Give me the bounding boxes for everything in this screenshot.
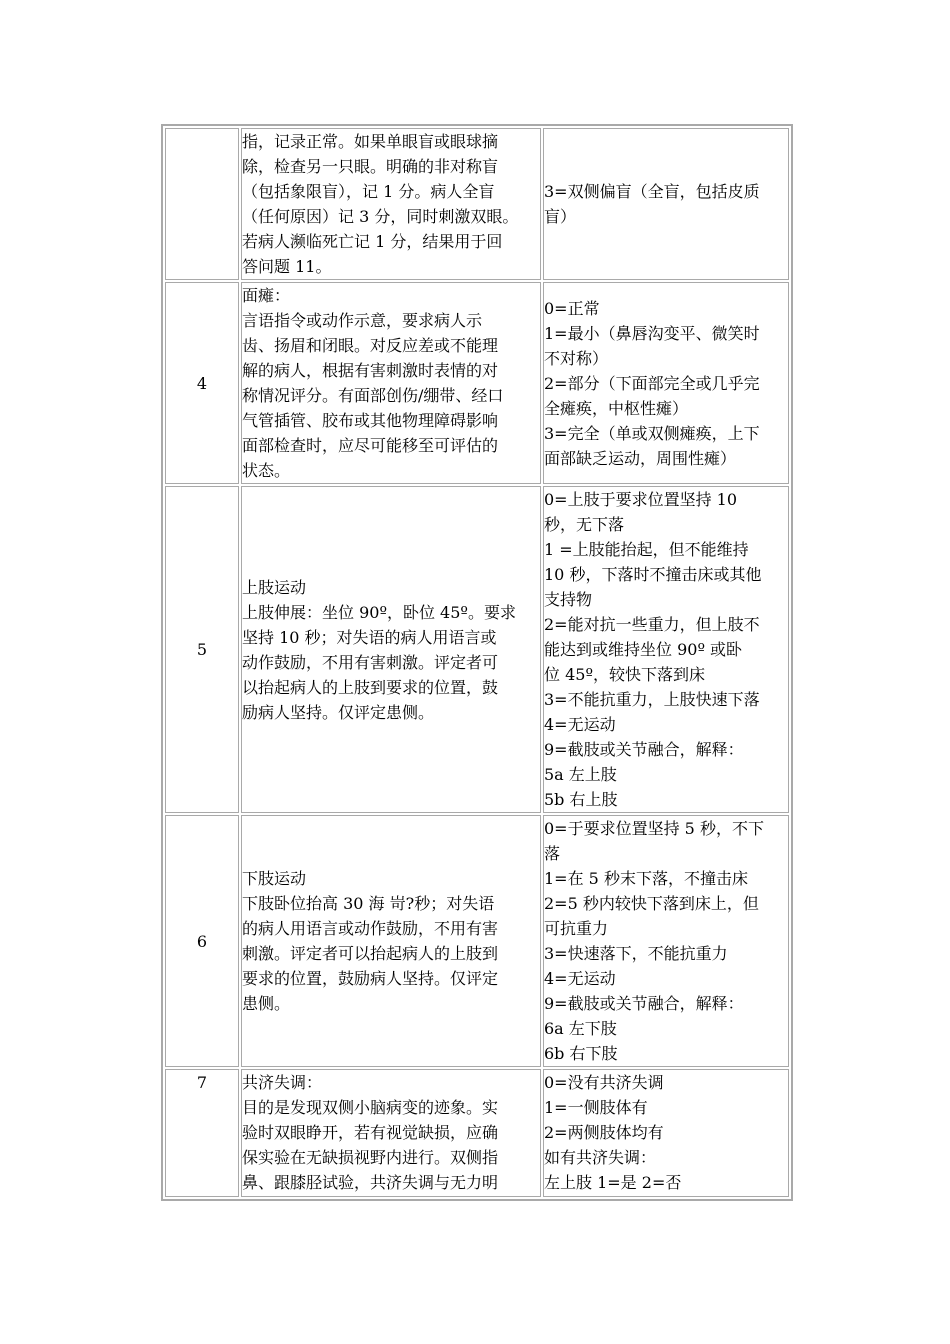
score-cell: [543, 1069, 789, 1197]
table-row: [165, 815, 789, 1067]
description-line: 气管插管、胶布或其他物理障碍影响: [242, 411, 499, 430]
score-line: 5b 右上肢: [544, 790, 618, 809]
table-row: [165, 486, 789, 813]
description-cell: [241, 486, 541, 813]
description-line: 保实验在无缺损视野内进行。双侧指: [242, 1148, 499, 1167]
score-line: 3=快速落下，不能抗重力: [544, 944, 728, 963]
description-line: 解的病人，根据有害刺激时表情的对: [242, 361, 499, 380]
score-line: 6a 左下肢: [544, 1019, 617, 1038]
description-line: 上肢伸展：坐位 90º，卧位 45º。要求: [242, 602, 516, 622]
score-line: 4=无运动: [544, 715, 616, 734]
description-line: （任何原因）记 3 分，同时刺激双眼。: [242, 207, 519, 226]
score-line: 10 秒，下落时不撞击床或其他: [544, 565, 762, 584]
table-body: [165, 128, 789, 1197]
score-line: 可抗重力: [544, 919, 609, 938]
row-number-cell: 7: [165, 1069, 239, 1197]
score-line: 0=上肢于要求位置坚持 10: [544, 490, 738, 509]
score-line: 落: [544, 844, 561, 863]
score-line: 2=5 秒内较快下落到床上，但: [544, 894, 759, 913]
score-cell: [543, 486, 789, 813]
score-line: 4=无运动: [544, 969, 616, 988]
score-line: 左上肢 1=是 2=否: [544, 1173, 682, 1192]
score-line: 2=能对抗一些重力，但上肢不: [544, 615, 760, 634]
score-line: 3=完全（单或双侧瘫痪，上下: [544, 423, 760, 443]
score-line: 2=两侧肢体均有: [544, 1123, 664, 1142]
description-line: 要求的位置，鼓励病人坚持。仅评定: [242, 969, 499, 988]
score-line: 如有共济失调：: [544, 1148, 657, 1167]
score-line: 3=不能抗重力，上肢快速下落: [544, 690, 760, 709]
description-line: 齿、扬眉和闭眼。对反应差或不能理: [242, 336, 499, 355]
description-line: 称情况评分。有面部创伤/绷带、经口: [242, 386, 504, 405]
description-line: 刺激。评定者可以抬起病人的上肢到: [242, 944, 499, 963]
description-line: 言语指令或动作示意，要求病人示: [242, 311, 483, 330]
score-line: 1=在 5 秒末下落，不撞击床: [544, 869, 748, 888]
score-line: 1=一侧肢体有: [544, 1098, 648, 1117]
description-line: 答问题 11。: [242, 257, 332, 276]
description-line: 动作鼓励，不用有害刺激。评定者可: [242, 652, 499, 672]
description-cell: [241, 128, 541, 280]
description-line: 下肢卧位抬高 30 海 岢?秒；对失语: [242, 894, 495, 913]
score-cell: [543, 815, 789, 1067]
description-line: 除，检查另一只眼。明确的非对称盲: [242, 157, 499, 176]
score-cell: [543, 128, 789, 280]
table-row: [165, 128, 789, 280]
score-line: 不对称）: [544, 348, 609, 368]
description-line: 下肢运动: [242, 869, 307, 888]
score-line: 0=没有共济失调: [544, 1073, 664, 1092]
description-line: 指，记录正常。如果单眼盲或眼球摘: [242, 132, 499, 151]
score-line: 2=部分（下面部完全或几乎完: [544, 373, 760, 393]
score-cell: [543, 282, 789, 484]
score-line: 能达到或维持坐位 90º 或卧: [544, 640, 743, 659]
score-line: 位 45º，较快下落到床: [544, 665, 705, 684]
description-line: 以抬起病人的上肢到要求的位置，鼓: [242, 677, 499, 697]
description-line: 目的是发现双侧小脑病变的迹象。实: [242, 1098, 499, 1117]
description-line: 患侧。: [242, 994, 291, 1013]
score-line: 6b 右下肢: [544, 1044, 618, 1063]
row-number-cell: 4: [165, 282, 239, 484]
score-line: 9=截肢或关节融合，解释：: [544, 994, 744, 1013]
description-line: 坚持 10 秒；对失语的病人用语言或: [242, 627, 497, 647]
score-line: 3=双侧偏盲（全盲，包括皮质: [544, 182, 760, 201]
table-row: [165, 1069, 789, 1197]
description-cell: [241, 1069, 541, 1197]
score-line: 5a 左上肢: [544, 765, 617, 784]
description-line: 面瘫：: [242, 286, 291, 305]
score-line: 0=正常: [544, 298, 600, 318]
description-line: 的病人用语言或动作鼓励，不用有害: [242, 919, 499, 938]
description-line: （包括象限盲），记 1 分。病人全盲: [242, 182, 495, 201]
table-row: [165, 282, 789, 484]
description-line: 鼻、跟膝胫试验，共济失调与无力明: [242, 1173, 499, 1192]
description-line: 状态。: [242, 461, 291, 480]
score-line: 0=于要求位置坚持 5 秒，不下: [544, 819, 764, 838]
description-cell: [241, 282, 541, 484]
nihss-table: [161, 124, 793, 1201]
score-line: 1 =上肢能抬起，但不能维持: [544, 540, 749, 559]
description-line: 面部检查时，应尽可能移至可评估的: [242, 436, 499, 455]
score-line: 9=截肢或关节融合，解释：: [544, 740, 744, 759]
row-number-cell: 5: [165, 486, 239, 813]
description-line: 若病人濒临死亡记 1 分，结果用于回: [242, 232, 503, 251]
description-line: 励病人坚持。仅评定患侧。: [242, 702, 435, 722]
description-line: 验时双眼睁开，若有视觉缺损，应确: [242, 1123, 499, 1142]
score-line: 秒，无下落: [544, 515, 625, 534]
row-number-cell: [165, 128, 239, 280]
description-cell: [241, 815, 541, 1067]
score-line: 面部缺乏运动，周围性瘫）: [544, 448, 737, 468]
score-line: 1=最小（鼻唇沟变平、微笑时: [544, 323, 760, 343]
score-line: 盲）: [544, 207, 577, 226]
row-number-cell: 6: [165, 815, 239, 1067]
score-line: 支持物: [544, 590, 593, 609]
score-line: 全瘫痪，中枢性瘫）: [544, 398, 689, 418]
description-line: 上肢运动: [242, 577, 307, 597]
description-line: 共济失调：: [242, 1073, 323, 1092]
